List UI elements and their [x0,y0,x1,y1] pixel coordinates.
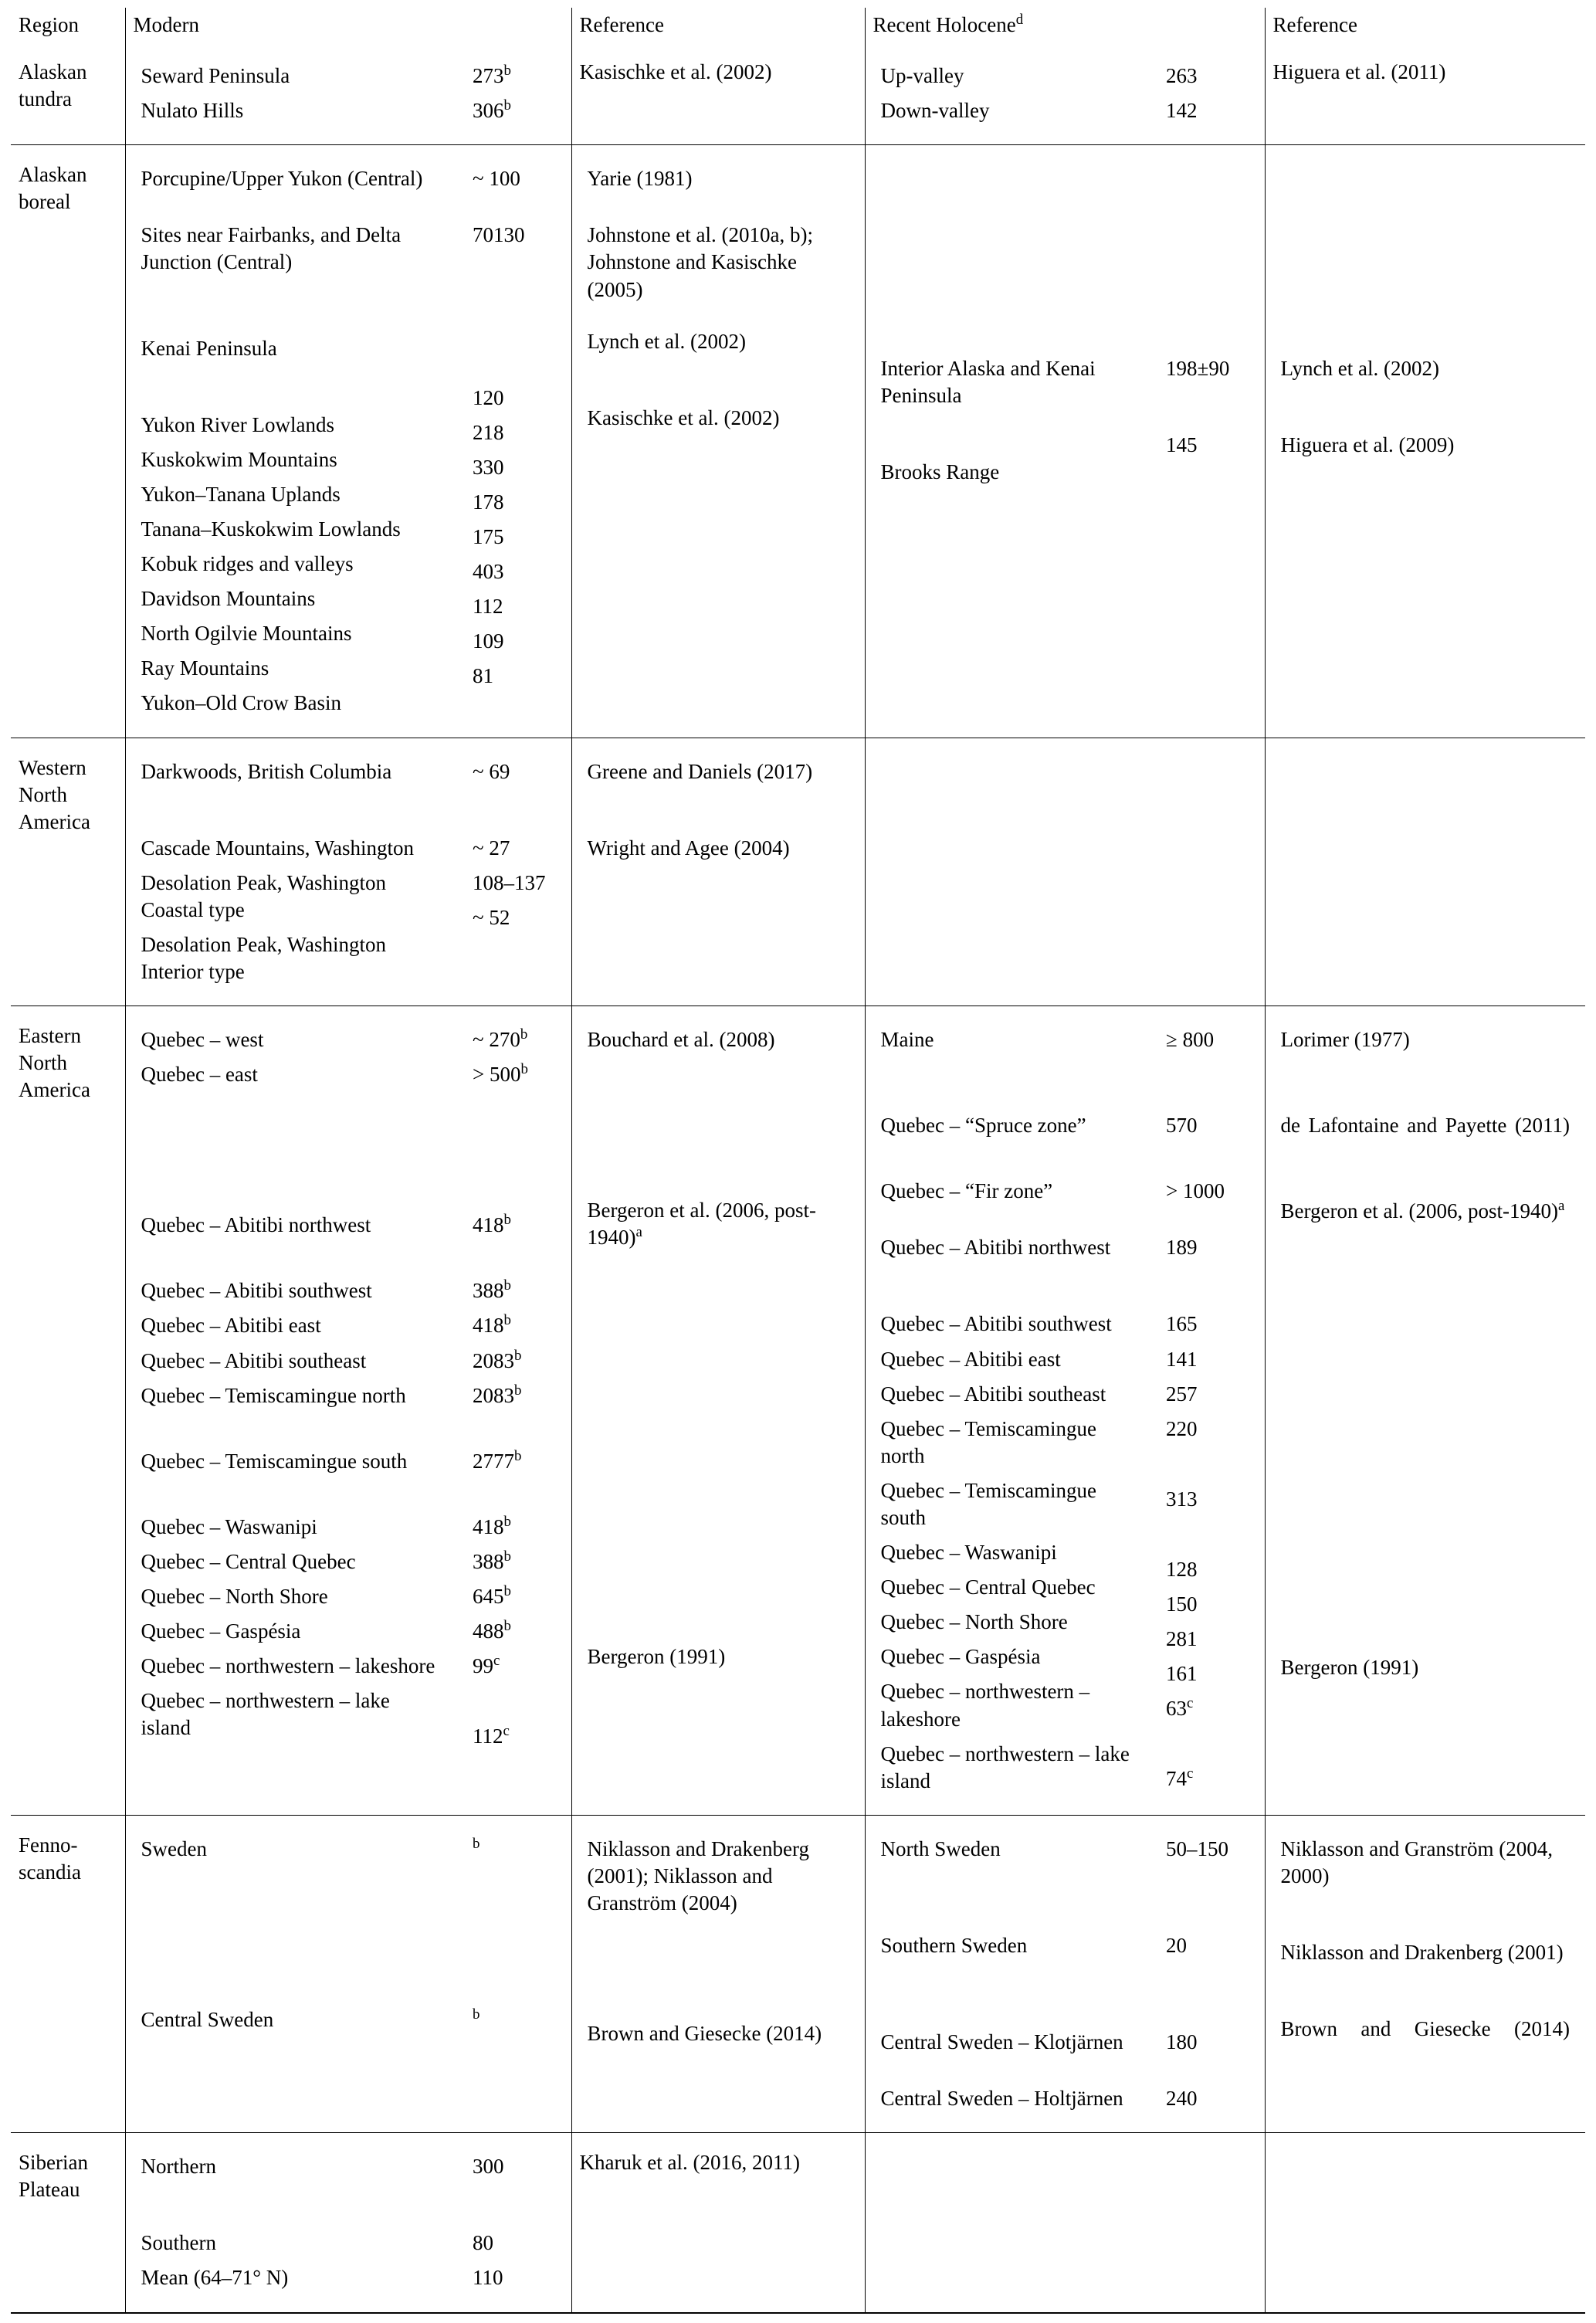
value-cell [465,1308,564,1343]
value-cell [1158,1691,1257,1726]
list-item: Central Sweden – Klotjärnen [880,2030,1123,2054]
reference-item: Niklasson and Granström (2004, 2000) [1280,1836,1553,1887]
value-cell: ≥ 800 [1166,1028,1215,1052]
holocene-names-western-north-america [865,751,1150,994]
list-item: Quebec – Central Quebec [141,1549,356,1573]
value-cell [465,304,564,338]
value-cell: 142 [1166,99,1198,123]
value-cell [465,59,564,93]
band-spacer [11,2120,1585,2133]
table-body [11,42,1585,2312]
value-text: 388 [473,1279,504,1303]
reference-item: Brown and Giesecke (2014) [587,2022,822,2046]
value-text: ~ 270 [473,1028,520,1052]
col-header-recent-holocene-label: Recent Holocene [873,13,1016,36]
footnote-marker: c [1187,1765,1194,1782]
list-item: Southern Sweden [880,1933,1028,1957]
list-item: Ray Mountains [141,656,269,680]
modern-values-western-north-america [457,751,571,994]
value-cell: 70130 [473,223,525,247]
footnote-marker: c [493,1653,500,1670]
value-text: > 500 [473,1063,521,1087]
region-cell-western-north-america: Western North America [19,755,90,833]
footnote-marker: b [503,1583,511,1599]
modern-names-alaskan-boreal [125,158,457,724]
region-cell-fennoscandia: Fenno-scandia [19,1833,81,1884]
list-item: Quebec – Abitibi southwest [880,1312,1112,1336]
value-cell: 403 [473,560,504,584]
list-item: Quebec – North Shore [141,1585,328,1608]
list-item: North Sweden [880,1836,1001,1860]
value-cell: ~ 100 [473,167,520,191]
region-cell-eastern-north-america: Eastern North America [19,1024,90,1102]
table-row [11,55,1585,132]
footnote-marker: b [520,1026,528,1043]
value-cell [465,1832,564,1867]
modern-names-western-north-america [125,751,457,994]
value-cell: 313 [1166,1487,1198,1511]
footnote-marker: c [1187,1695,1194,1712]
list-item: Quebec – Abitibi east [141,1314,321,1338]
list-item: Maine [880,1028,934,1052]
footnote-marker: b [503,1277,511,1294]
list-item: Quebec – “Spruce zone” [880,1114,1086,1138]
value-text: 273 [473,64,504,88]
value-cell: 128 [1166,1557,1198,1581]
list-item: Kobuk ridges and valleys [141,552,354,576]
holocene-values-fennoscandia [1150,1828,1265,2120]
value-cell [465,1579,564,1614]
value-cell: 240 [1166,2087,1198,2111]
list-item: Quebec – northwestern – lake island [141,1689,390,1740]
band-divider [11,1815,1585,1828]
value-cell: 220 [1166,1416,1198,1440]
value-cell: 218 [473,420,504,444]
holocene-values-alaskan-tundra [1150,55,1265,132]
value-text: 99 [473,1654,493,1678]
footnote-marker: b [514,1382,522,1399]
value-cell: 80 [473,2231,493,2255]
value-cell: 150 [1166,1592,1198,1616]
band-divider [11,738,1585,751]
value-cell [465,1208,564,1243]
value-cell: 281 [1166,1627,1198,1651]
holocene-values-alaskan-boreal [1150,158,1265,724]
footnote-marker: b [473,1835,480,1852]
footnote-marker: b [503,1548,511,1565]
list-item: Quebec – Abitibi east [880,1347,1061,1371]
footnote-marker: b [503,1618,511,1635]
value-cell: ~ 52 [473,905,510,929]
value-cell [465,1273,564,1308]
reference-item: Yarie (1981) [587,167,693,191]
value-cell [465,1057,564,1092]
reference-item [580,1193,857,1255]
list-item: Desolation Peak, Washington Coastal type [141,870,387,921]
list-item: Davidson Mountains [141,587,316,611]
value-cell [465,1344,564,1379]
holocene-values-siberian-plateau [1150,2145,1265,2299]
value-cell: 178 [473,490,504,514]
value-cell: 570 [1166,1114,1198,1138]
list-item: Central Sweden – Holtjärnen [880,2087,1123,2111]
list-item: Mean (64–71° N) [141,2266,289,2290]
list-item: Cascade Mountains, Washington [141,836,415,860]
footnote-marker: b [503,1312,511,1329]
region-cell-siberian-plateau: Siberian Plateau [19,2151,88,2202]
value-cell: 145 [1166,433,1198,457]
holocene-values-eastern-north-america [1150,1019,1265,1802]
band-divider [11,145,1585,158]
holocene-refs-alaskan-boreal [1265,158,1585,724]
modern-refs-eastern-north-america [571,1019,865,1802]
list-item: Quebec – Central Quebec [880,1575,1096,1599]
list-item: Quebec – west [141,1028,264,1052]
list-item: Sweden [141,1836,207,1860]
reference-item: Kasischke et al. (2002) [587,405,780,429]
value-cell: 108–137 [473,870,546,894]
value-cell: 180 [1166,2030,1198,2054]
value-cell: 161 [1166,1662,1198,1686]
modern-values-fennoscandia [457,1828,571,2120]
footnote-marker: b [520,1061,528,1078]
value-cell [465,1545,564,1579]
value-cell: 120 [473,385,504,409]
list-item: Interior Alaska and Kenai Peninsula [880,357,1096,408]
footnote-marker: b [503,97,511,114]
reference-item [1273,1194,1578,1229]
modern-refs-alaskan-boreal [571,158,865,724]
table-row [11,2145,1585,2299]
list-item: Quebec – northwestern – lakeshore [141,1654,435,1678]
value-cell: ~ 27 [473,836,510,860]
value-cell: 110 [473,2266,503,2290]
list-item: Quebec – Abitibi northwest [880,1236,1111,1260]
table-row [11,1828,1585,2120]
value-cell: 175 [473,524,504,548]
value-cell: 189 [1166,1236,1198,1260]
list-item: Nulato Hills [141,99,244,123]
value-cell: 257 [1166,1382,1198,1406]
holocene-values-western-north-america [1150,751,1265,994]
value-cell [465,1379,564,1413]
reference-item: Greene and Daniels (2017) [587,759,813,783]
list-item: Quebec – “Fir zone” [880,1179,1053,1203]
list-item: Desolation Peak, Washington Interior type [141,932,387,983]
reference-item: Lorimer (1977) [1280,1028,1410,1052]
value-cell [465,1719,564,1754]
band-divider [11,1006,1585,1019]
list-item: Quebec – Abitibi southeast [141,1348,367,1372]
band-spacer [11,725,1585,738]
list-item: Quebec – Gaspésia [141,1619,301,1643]
value-text: 2777 [473,1449,514,1473]
value-cell: ~ 69 [473,759,510,783]
list-item: Kuskokwim Mountains [141,447,337,471]
list-item: Quebec – Temiscamingue north [141,1383,406,1407]
value-text: 388 [473,1549,504,1573]
value-cell: 198±90 [1166,357,1230,381]
value-text: 418 [473,1213,504,1237]
modern-names-fennoscandia [125,1828,457,2120]
modern-names-siberian-plateau [125,2145,457,2299]
list-item: Northern [141,2155,216,2179]
list-item: Quebec – east [141,1063,258,1087]
table-bottom-rule [11,2300,1585,2313]
holocene-refs-western-north-america [1265,751,1585,994]
list-item: Sites near Fairbanks, and Delta Junction (Central) [141,223,402,274]
region-cell-alaskan-boreal: Alaskan boreal [19,163,87,214]
value-cell: 141 [1166,1347,1198,1371]
value-text: 2083 [473,1348,514,1372]
value-text: 418 [473,1314,504,1338]
value-cell: 81 [473,664,493,688]
list-item: Darkwoods, British Columbia [141,759,392,783]
list-item: Quebec – Abitibi southwest [141,1279,372,1303]
reference-item: Bergeron (1991) [1280,1656,1419,1680]
footnote-marker: a [635,1224,642,1241]
holocene-ref-alaskan-tundra: Higuera et al. (2011) [1265,55,1585,132]
reference-item: Lynch et al. (2002) [587,329,746,353]
list-item: Down-valley [880,99,990,123]
band-divider [11,2133,1585,2146]
value-cell: 165 [1166,1312,1198,1336]
reference-item: Johnstone et al. (2010a, b); Johnstone and Kasischke (2005) [587,223,813,301]
value-text: 645 [473,1585,504,1608]
holocene-names-siberian-plateau [865,2145,1150,2299]
footnote-marker: a [1557,1198,1565,1215]
holocene-names-alaskan-tundra [865,55,1150,132]
footnote-marker: b [473,2006,480,2023]
list-item: Quebec – Waswanipi [880,1541,1057,1565]
holocene-refs-eastern-north-america [1265,1019,1585,1802]
holocene-names-fennoscandia [865,1828,1150,2120]
list-item: Seward Peninsula [141,64,290,88]
modern-refs-fennoscandia [571,1828,865,2120]
modern-names-eastern-north-america [125,1019,457,1802]
band-spacer [11,132,1585,145]
value-cell [465,1022,564,1057]
modern-values-eastern-north-america [457,1019,571,1802]
list-item: Quebec – North Shore [880,1610,1068,1634]
col-header-reference-holocene: Reference [1265,8,1585,42]
value-cell [465,93,564,128]
value-text: 488 [473,1619,504,1643]
value-text: 63 [1166,1697,1188,1721]
reference-text: Bergeron et al. (2006, post-1940) [1280,1199,1558,1223]
list-item: Yukon River Lowlands [141,412,334,436]
reference-item: de Lafontaine and Payette (2011) [1280,1114,1571,1138]
reference-item: Wright and Agee (2004) [587,836,790,860]
list-item: Yukon–Tanana Uplands [141,482,341,506]
list-item: North Ogilvie Mountains [141,622,352,646]
value-text: 2083 [473,1383,514,1407]
reference-text: Bergeron et al. (2006, post-1940) [587,1199,816,1250]
value-cell [465,2003,564,2037]
reference-item: Bouchard et al. (2008) [587,1028,775,1052]
value-cell: 330 [473,455,504,479]
footnote-marker: c [503,1723,510,1740]
reference-item: Lynch et al. (2002) [1280,357,1439,381]
value-cell [465,1614,564,1649]
value-cell: 20 [1166,1933,1188,1957]
band-spacer [11,993,1585,1006]
footnote-marker: b [503,1513,511,1530]
list-item: Quebec – northwestern – lakeshore [880,1680,1090,1731]
holocene-refs-siberian-plateau [1265,2145,1585,2299]
value-cell: 50–150 [1166,1836,1229,1860]
table-row [11,158,1585,724]
value-text: 306 [473,99,504,123]
value-cell [465,1510,564,1545]
value-cell: > 1000 [1166,1179,1225,1203]
holocene-names-eastern-north-america [865,1019,1150,1802]
list-item: Quebec – Temiscamingue north [880,1416,1097,1467]
table-row [11,751,1585,994]
footnote-marker: b [514,1347,522,1364]
reference-item: Niklasson and Drakenberg (2001) [1280,1941,1564,1965]
value-cell [465,1444,564,1479]
holocene-names-alaskan-boreal [865,158,1150,724]
footnote-marker: b [514,1447,522,1464]
band-spacer [11,42,1585,55]
list-item: Kenai Peninsula [141,336,277,360]
footnote-marker: b [503,1212,511,1229]
modern-ref-alaskan-tundra: Kasischke et al. (2002) [571,55,865,132]
holocene-refs-fennoscandia [1265,1828,1585,2120]
value-cell [465,1649,564,1684]
modern-names-alaskan-tundra [125,55,457,132]
list-item: Quebec – Temiscamingue south [141,1449,408,1473]
value-cell: 300 [473,2155,504,2179]
list-item: Porcupine/Upper Yukon (Central) [141,167,423,191]
list-item: Up-valley [880,64,964,88]
value-text: 418 [473,1514,504,1538]
footnote-marker: b [503,63,511,80]
table-row [11,1019,1585,1802]
reference-item: Higuera et al. (2009) [1280,433,1455,457]
list-item: Quebec – Abitibi southeast [880,1382,1106,1406]
fire-return-interval-table [11,8,1585,2314]
list-item: Central Sweden [141,2007,274,2031]
list-item: Quebec – Gaspésia [880,1645,1041,1669]
list-item: Quebec – Waswanipi [141,1514,317,1538]
reference-item: Brown and Giesecke (2014) [1280,2017,1571,2041]
value-text: 74 [1166,1767,1188,1791]
value-cell [1158,1762,1257,1796]
col-header-recent-holocene-sup: d [1015,12,1024,28]
value-text: 112 [473,1724,503,1748]
modern-refs-western-north-america [571,751,865,994]
list-item: Tanana–Kuskokwim Lowlands [141,517,401,541]
table-header [11,8,1585,42]
modern-values-alaskan-tundra [457,55,571,132]
region-cell-alaskan-tundra: Alaskan tundra [19,60,87,111]
col-header-region: Region [19,13,79,36]
value-cell: 263 [1166,64,1198,88]
list-item: Quebec – Abitibi northwest [141,1213,371,1237]
reference-item: Bergeron (1991) [587,1645,726,1669]
modern-values-alaskan-boreal [457,158,571,724]
modern-values-siberian-plateau [457,2145,571,2299]
modern-refs-siberian-plateau: Kharuk et al. (2016, 2011) [571,2145,865,2299]
list-item: Brooks Range [880,460,1000,484]
col-header-recent-holocene [865,8,1265,42]
list-item: Southern [141,2231,216,2255]
value-cell: 109 [473,629,504,653]
col-header-modern: Modern [125,8,571,42]
list-item: Quebec – northwestern – lake island [880,1741,1130,1792]
band-spacer [11,1802,1585,1816]
header-row [11,8,1585,42]
list-item: Quebec – Temiscamingue south [880,1478,1097,1529]
col-header-reference-modern: Reference [571,8,865,42]
value-cell: 112 [473,595,503,619]
reference-item: Niklasson and Drakenberg (2001); Niklasson and Granström (2004) [587,1836,809,1915]
list-item: Yukon–Old Crow Basin [141,691,342,715]
